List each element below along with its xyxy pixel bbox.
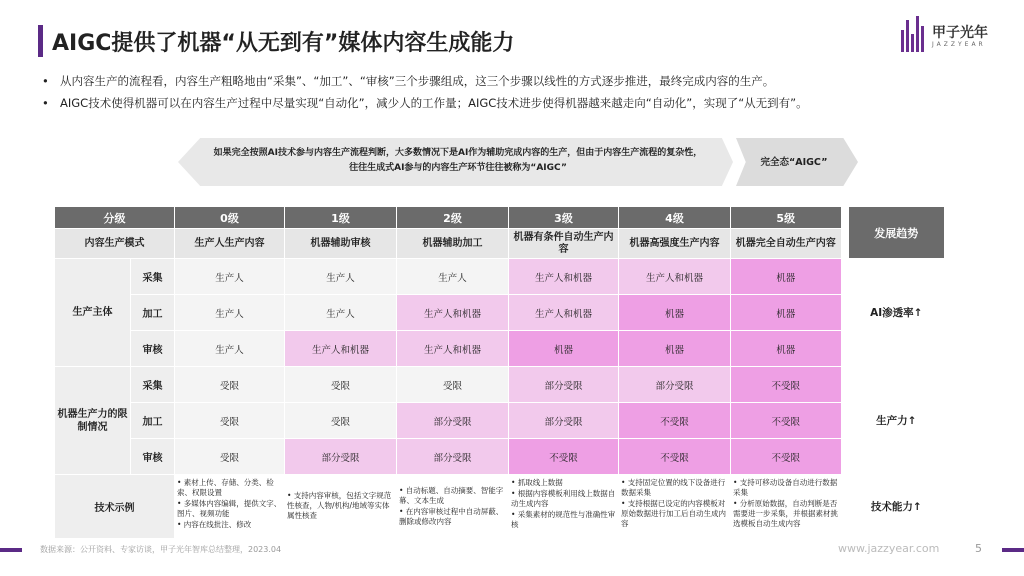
example-item: • 支持内容审核，包括文字规范性核查，人物/机构/地域等实体属性核查 — [287, 491, 392, 520]
example-item: • 支持根据已设定的内容模板对原始数据进行加工后自动生成内容 — [621, 499, 726, 528]
brand-logo — [900, 16, 1010, 56]
table-cell: 生产人 — [285, 259, 397, 295]
trend-cell: 技术能力↑ — [845, 475, 945, 539]
table-cell: 机器 — [731, 331, 845, 367]
mode-cell: 机器完全自动生产内容 — [731, 229, 845, 259]
table-cell: 机器 — [619, 295, 731, 331]
table-cell: 生产人 — [175, 295, 285, 331]
level-header: 5级 — [731, 207, 845, 229]
mode-row — [55, 229, 945, 259]
level-header: 3级 — [509, 207, 619, 229]
example-label: 技术示例 — [55, 475, 175, 539]
step-label: 采集 — [131, 259, 175, 295]
table-cell: 生产人和机器 — [285, 331, 397, 367]
mode-cell: 机器辅助加工 — [397, 229, 509, 259]
table-row — [55, 439, 945, 475]
example-item: • 分析原始数据，自动判断是否需要进一步采集，并根据素材挑选模板自动生成内容 — [733, 499, 838, 528]
aigc-arrow-band — [178, 138, 858, 186]
full-aigc-label: 完全态“AIGC” — [760, 157, 828, 168]
group-label: 生产主体 — [55, 259, 131, 367]
example-item: • 内容在线批注、修改 — [177, 520, 252, 529]
table-cell: 机器 — [619, 331, 731, 367]
header-level: 分级 — [55, 207, 175, 229]
example-item: • 素材上传、存储、分类、检索、权限设置 — [177, 478, 274, 497]
table-cell: 生产人 — [175, 331, 285, 367]
table-cell: 机器 — [731, 259, 845, 295]
step-label: 审核 — [131, 439, 175, 475]
mode-cell: 机器高强度生产内容 — [619, 229, 731, 259]
table-cell: 生产人和机器 — [509, 259, 619, 295]
step-label: 采集 — [131, 367, 175, 403]
table-cell: 受限 — [285, 403, 397, 439]
mode-cell: 机器辅助审核 — [285, 229, 397, 259]
trend-cell: AI渗透率↑ — [845, 259, 945, 367]
level-header: 1级 — [285, 207, 397, 229]
level-header: 2级 — [397, 207, 509, 229]
source-note: 数据来源：公开资料、专家访谈，甲子光年智库总结整理，2023.04 — [40, 545, 282, 554]
step-label: 审核 — [131, 331, 175, 367]
table-cell: 生产人和机器 — [619, 259, 731, 295]
table-cell: 机器 — [731, 295, 845, 331]
step-label: 加工 — [131, 295, 175, 331]
logo-name: 甲子光年 — [932, 25, 988, 41]
table-cell: 不受限 — [731, 367, 845, 403]
trend-cell: 生产力↑ — [845, 367, 945, 475]
mode-label: 内容生产模式 — [55, 229, 175, 259]
group-label: 机器生产力的限制情况 — [55, 367, 131, 475]
logo-mark-icon — [900, 16, 926, 56]
table-cell: 不受限 — [509, 439, 619, 475]
example-item: • 采集素材的规范性与准确性审核 — [511, 510, 616, 529]
table-cell: 生产人和机器 — [397, 331, 509, 367]
table-cell: 不受限 — [619, 439, 731, 475]
table-cell: 部分受限 — [397, 439, 509, 475]
table-row — [55, 295, 945, 331]
table-header-row — [55, 207, 945, 229]
table-row — [55, 367, 945, 403]
example-item: • 多媒体内容编辑，提供文字、图片、视频功能 — [177, 499, 282, 518]
table-row — [55, 331, 945, 367]
table-cell: 生产人和机器 — [397, 295, 509, 331]
table-cell: 受限 — [397, 367, 509, 403]
example-item: • 根据内容模板利用线上数据自动生成内容 — [511, 489, 616, 508]
footer-accent-left — [0, 548, 22, 552]
table-cell: 部分受限 — [509, 367, 619, 403]
example-item: • 在内容审核过程中自动屏蔽、删除或修改内容 — [399, 506, 504, 526]
table-row — [55, 403, 945, 439]
table-cell: 不受限 — [731, 439, 845, 475]
table-cell: 生产人 — [175, 259, 285, 295]
table-cell: 受限 — [175, 403, 285, 439]
table-cell: 受限 — [175, 367, 285, 403]
table-cell: 不受限 — [619, 403, 731, 439]
arrow-main-line: 如果完全按照AI技术参与内容生产流程判断，大多数情况下是AI作为辅助完成内容的生产，但由于内容生产流程的复杂性， — [213, 148, 703, 158]
aigc-level-table — [54, 206, 945, 539]
bullet-item: • AIGC技术使得机器可以在内容生产过程中尽量实现“自动化”，减少人的工作量；AIGC技术进步使得机器越来越走向“自动化”，实现了“从无到有”。 — [38, 92, 998, 114]
table-cell: 部分受限 — [619, 367, 731, 403]
table-cell: 部分受限 — [397, 403, 509, 439]
table-cell: 生产人 — [285, 295, 397, 331]
example-cell — [731, 475, 845, 539]
table-cell: 生产人 — [397, 259, 509, 295]
level-header: 0级 — [175, 207, 285, 229]
table-cell: 机器 — [509, 331, 619, 367]
example-cell — [619, 475, 731, 539]
page-title: AIGC提供了机器“从无到有”媒体内容生成能力 — [52, 31, 515, 56]
bullet-list — [38, 70, 998, 114]
footer-accent-right — [1002, 548, 1024, 552]
title-accent-bar — [38, 25, 43, 57]
step-label: 加工 — [131, 403, 175, 439]
table-cell: 部分受限 — [509, 403, 619, 439]
level-header: 4级 — [619, 207, 731, 229]
table-row — [55, 259, 945, 295]
mode-cell: 生产人生产内容 — [175, 229, 285, 259]
example-row — [55, 475, 945, 539]
example-cell — [175, 475, 285, 539]
arrow-main-text — [198, 146, 718, 176]
example-item: • 支持可移动设备自动进行数据采集 — [733, 478, 838, 497]
example-cell — [397, 475, 509, 539]
example-cell — [509, 475, 619, 539]
table-cell: 生产人和机器 — [509, 295, 619, 331]
table-cell: 不受限 — [731, 403, 845, 439]
example-item: • 抓取线上数据 — [511, 478, 563, 487]
example-item: • 自动标题、自动摘要、智能字幕、文本生成 — [399, 485, 504, 505]
table-cell: 受限 — [285, 367, 397, 403]
bullet-item: • 从内容生产的流程看，内容生产粗略地由“采集”、“加工”、“审核”三个步骤组成，这三个步骤以线性的方式逐步推进，最终完成内容的生产。 — [38, 70, 998, 92]
logo-subtitle: JAZZYEAR — [932, 41, 986, 48]
example-item: • 支持固定位置的线下设备进行数据采集 — [621, 478, 726, 497]
website-link[interactable]: www.jazzyear.com — [838, 542, 940, 555]
table-cell: 受限 — [175, 439, 285, 475]
table-cell: 部分受限 — [285, 439, 397, 475]
trend-header: 发展趋势 — [845, 207, 945, 259]
arrow-main-line: 往往生成式AI参与的内容生产环节往往被称为“AIGC” — [349, 163, 567, 173]
example-cell — [285, 475, 397, 539]
page-number: 5 — [975, 542, 982, 555]
mode-cell: 机器有条件自动生产内容 — [509, 229, 619, 259]
